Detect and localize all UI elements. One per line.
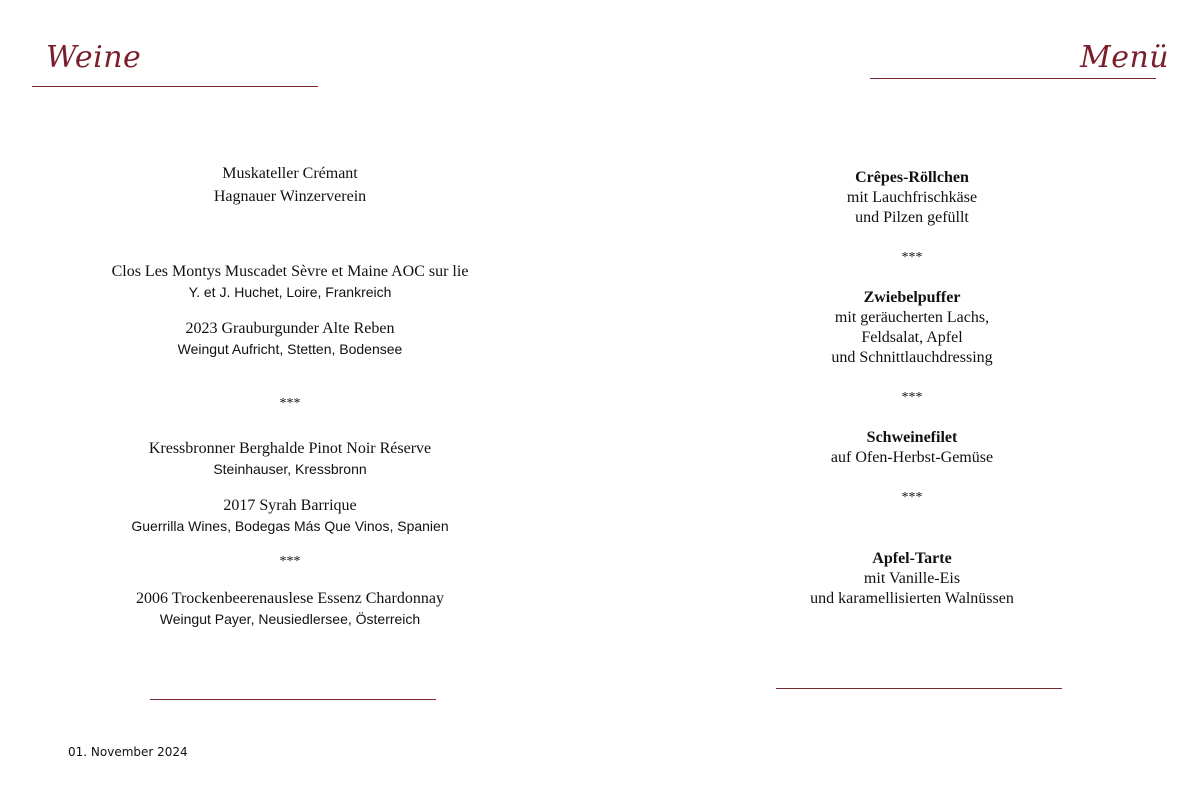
menu-bottom-rule: [776, 688, 1062, 689]
course-description: und karamellisierten Walnüssen: [810, 590, 1014, 607]
wine-entry-5: [40, 494, 540, 536]
wine-entry-1: [40, 162, 540, 208]
wines-bottom-rule: [150, 699, 436, 700]
date-footer: 01. November 2024: [68, 745, 188, 759]
wines-heading: Weine: [46, 40, 142, 75]
wine-entry-4: [40, 437, 540, 479]
wine-separator-1: ***: [279, 396, 301, 411]
course-title: Zwiebelpuffer: [863, 289, 961, 306]
wine-producer: Hagnauer Winzerverein: [213, 188, 367, 205]
course-2: [712, 288, 1112, 368]
course-title: Schweinefilet: [866, 429, 958, 446]
wine-producer: Y. et J. Huchet, Loire, Frankreich: [188, 284, 392, 300]
wine-name: Muskateller Crémant: [222, 165, 358, 182]
course-3: [712, 428, 1112, 468]
course-separator-3: ***: [901, 490, 923, 505]
wine-producer: Weingut Payer, Neusiedlersee, Österreich: [159, 611, 421, 627]
course-description: mit Vanille-Eis: [863, 570, 961, 587]
course-description: mit geräucherten Lachs,: [834, 309, 990, 326]
wine-separator-2: ***: [279, 554, 301, 569]
course-title: Crêpes-Röllchen: [855, 169, 969, 186]
wine-producer: Steinhauser, Kressbronn: [213, 461, 367, 477]
course-1: [712, 168, 1112, 228]
wine-name: 2017 Syrah Barrique: [223, 497, 357, 514]
wine-name: Kressbronner Berghalde Pinot Noir Réserve: [148, 440, 432, 457]
course-description: auf Ofen-Herbst-Gemüse: [830, 449, 994, 466]
course-description: mit Lauchfrischkäse: [846, 189, 978, 206]
wine-entry-2: [40, 260, 540, 302]
wine-entry-6: [40, 587, 540, 629]
wine-name: Clos Les Montys Muscadet Sèvre et Maine AOC sur lie: [111, 263, 469, 280]
course-title: Apfel-Tarte: [872, 550, 952, 567]
wine-name: 2006 Trockenbeerenauslese Essenz Chardonnay: [136, 590, 444, 607]
menu-heading: Menü: [1080, 40, 1170, 75]
course-separator-1: ***: [901, 250, 923, 265]
course-description: und Pilzen gefüllt: [855, 209, 969, 226]
wines-top-rule: [32, 86, 318, 87]
wine-producer: Guerrilla Wines, Bodegas Más Que Vinos, Spanien: [131, 518, 449, 534]
wine-producer: Weingut Aufricht, Stetten, Bodensee: [177, 341, 403, 357]
course-description: und Schnittlauchdressing: [831, 349, 993, 366]
course-4: [712, 549, 1112, 609]
course-description: Feldsalat, Apfel: [861, 329, 963, 346]
menu-top-rule: [870, 78, 1156, 79]
wine-entry-3: [40, 317, 540, 359]
wine-name: 2023 Grauburgunder Alte Reben: [185, 320, 395, 337]
course-separator-2: ***: [901, 390, 923, 405]
